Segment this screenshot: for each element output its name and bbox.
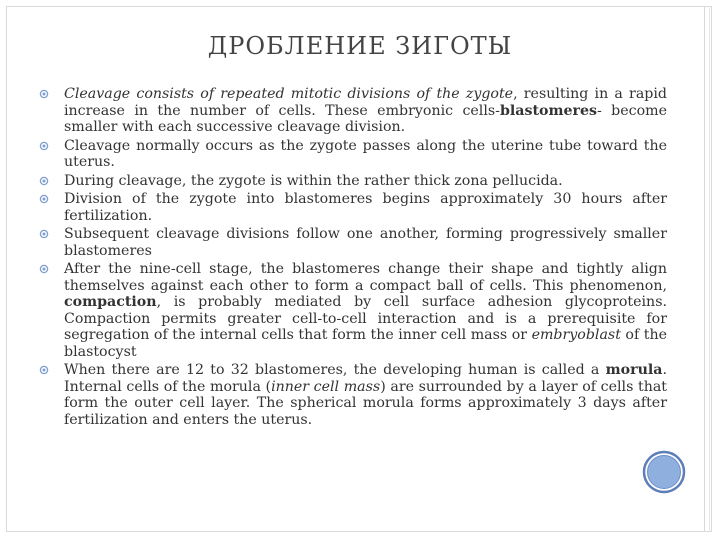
bullet-item-3: [40, 173, 667, 190]
slide-title: ДРОБЛЕНИЕ ЗИГОТЫ: [207, 32, 513, 60]
bullet-text-segment: Cleavage consists of repeated mitotic divisions of the zygote: [64, 86, 514, 102]
bullet-text-segment: , resulting in a rapid increase in the number of cells. These embryonic cells-: [64, 86, 667, 119]
bullet-item-1: [40, 86, 667, 136]
bullet-text-segment: When there are 12 to 32 blastomeres, the developing human is called a: [64, 362, 606, 378]
bullet-text-segment: . Internal cells of the morula (: [64, 362, 667, 395]
bullet-list: [40, 86, 667, 430]
bullet-text-segment: embryoblast: [531, 327, 621, 343]
bullet-item-7: [40, 362, 667, 428]
circle-bullet-icon: [39, 141, 49, 151]
bullet-text-segment: , is probably mediated by cell surface adhesion glycoproteins. Compaction permits greater cell-to-cell interaction and is a prerequisite for segregation of the internal cells that form the inner cell mass or: [64, 294, 667, 343]
bullet-text-segment: compaction: [64, 294, 157, 310]
slide-frame-right-edge: [704, 6, 714, 532]
bullet-item-6: [40, 261, 667, 360]
bullet-text-segment: of the blastocyst: [64, 327, 667, 360]
bullet-text-segment: inner cell mass: [271, 378, 381, 395]
bullet-text-segment: ) are surrounded by a layer of cells that form the outer cell layer. The spherical morula forms approximately 3 days after fertilization and enters the uterus.: [64, 378, 667, 428]
circle-bullet-icon: [39, 89, 49, 99]
circle-bullet-icon: [39, 194, 49, 204]
bullet-item-5: [40, 226, 667, 259]
bullet-text-segment: After the nine-cell stage, the blastomeres change their shape and tightly align themselves against each other to form a compact ball of cells. This phenomenon,: [64, 261, 667, 294]
bullet-text-segment: Cleavage normally occurs as the zygote passes along the uterine tube toward the uterus.: [64, 137, 667, 170]
bullet-text-segment: Division of the zygote into blastomeres begins approximately 30 hours after fertilization.: [64, 191, 667, 224]
circle-bullet-icon: [39, 176, 49, 186]
bullet-text-segment: During cleavage, the zygote is within the rather thick zona pellucida.: [64, 172, 563, 189]
bullet-text-segment: - become smaller with each successive cleavage division.: [64, 102, 667, 135]
circle-bullet-icon: [39, 365, 49, 375]
bullet-text-segment: blastomeres: [499, 102, 597, 119]
circle-bullet-icon: [39, 229, 49, 239]
bullet-item-2: [40, 138, 667, 171]
circle-bullet-icon: [39, 264, 49, 274]
bullet-text-segment: morula: [605, 362, 663, 378]
bullet-item-4: [40, 191, 667, 224]
blue-circle-decoration-icon: [642, 450, 686, 494]
bullet-text-segment: Subsequent cleavage divisions follow one another, forming progressively smaller blastomeres: [64, 226, 667, 259]
